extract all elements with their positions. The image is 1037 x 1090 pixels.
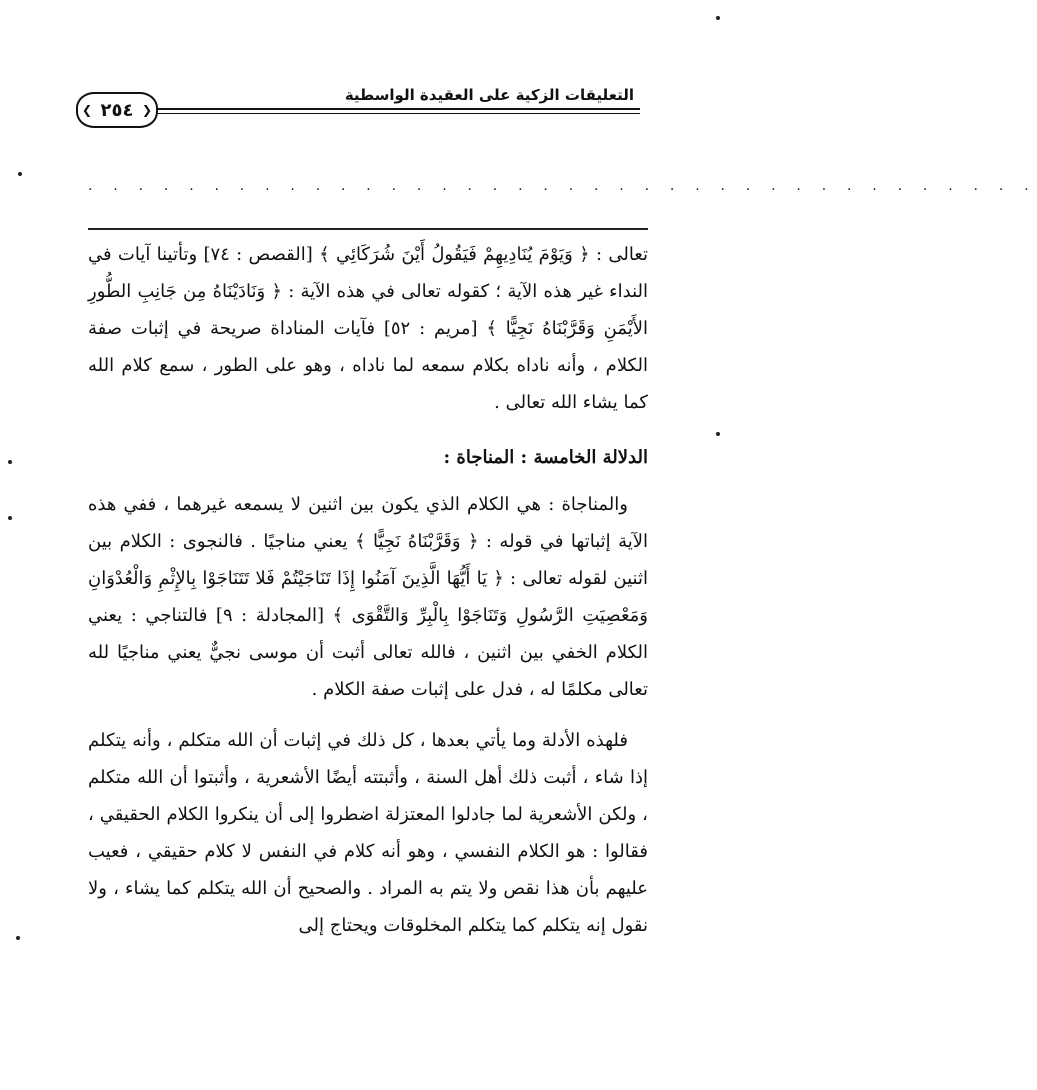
- page-number-badge: [76, 92, 158, 128]
- page-number: ٢٥٤: [100, 99, 134, 121]
- paragraph: فلهذه الأدلة وما يأتي بعدها ، كل ذلك في إثبات أن الله متكلم ، وأنه يتكلم إذا شاء ، أثبت ذلك أهل السنة ، وأثبتته أيضًا الأشعرية ، وأثبتوا أن الله متكلم ، ولكن الأشعرية لما جادلوا المعتزلة اضطروا إلى أن ينكروا الكلام الحقيقي ، فقالوا : هو الكلام النفسي ، وهو أنه كلام في النفس لا كلام حقيقي ، فعيب عليهم بأن هذا نقص ولا يتم به المراد . والصحيح أن الله يتكلم كما يشاء ، ولا نقول إنه يتكلم كما يتكلم المخلوقات ويحتاج إلى: [88, 730, 648, 936]
- paragraph: تعالى : ﴿ وَيَوْمَ يُنَادِيهِمْ فَيَقُولُ أَيْنَ شُرَكَائِي ﴾ [القصص : ٧٤] وتأتينا آيات في النداء غير هذه الآية ؛ كقوله تعالى في هذه الآية : ﴿ وَنَادَيْنَاهُ مِن جَانِبِ الطُّورِ الأَيْمَنِ وَقَرَّبْنَاهُ نَجِيًّا ﴾ [مريم : ٥٢] فآيات المناداة صريحة في إثبات صفة الكلام ، وأنه ناداه بكلام سمعه لما ناداه ، وهو على الطور ، سمع كلام الله كما يشاء الله تعالى .: [88, 244, 649, 413]
- section-heading: الدلالة الخامسة : المناجاة :: [443, 447, 648, 468]
- book-title: التعليقات الزكية على العقيدة الواسطية: [344, 86, 634, 104]
- margin-mark: [8, 460, 12, 464]
- body-text: [88, 236, 648, 944]
- ornament-icon: ❮: [82, 103, 93, 117]
- ornament-icon: ❯: [141, 103, 152, 117]
- dot-leader: . . . . . . . . . . . . . . . . . . . . . . . . . . . . . . . . . . . . . .: [88, 178, 1037, 194]
- margin-mark: [716, 16, 720, 20]
- header-rule-thin: [80, 113, 640, 114]
- header-rule: [80, 108, 640, 110]
- running-header: [80, 82, 640, 122]
- margin-mark: [16, 936, 20, 940]
- margin-mark: [8, 516, 12, 520]
- margin-mark: [716, 432, 720, 436]
- separator-rule: [88, 228, 648, 230]
- paragraph: والمناجاة : هي الكلام الذي يكون بين اثنين لا يسمعه غيرهما ، ففي هذه الآية إثباتها في قوله : ﴿ وَقَرَّبْنَاهُ نَجِيًّا ﴾ يعني مناجيًا . فالنجوى : الكلام بين اثنين لقوله تعالى : ﴿ يَا أَيُّهَا الَّذِينَ آمَنُوا إِذَا تَنَاجَيْتُمْ فَلا تَتَنَاجَوْا بِالإِثْمِ وَالْعُدْوَانِ وَمَعْصِيَتِ الرَّسُولِ وَتَنَاجَوْا بِالْبِرِّ وَالتَّقْوَى ﴾ [المجادلة : ٩] فالتناجي : يعني الكلام الخفي بين اثنين ، فالله تعالى أثبت أن موسى نجيٌّ يعني مناجيًا لله تعالى مكلمًا له ، فدل على إثبات صفة الكلام .: [88, 494, 648, 700]
- margin-mark: [18, 172, 22, 176]
